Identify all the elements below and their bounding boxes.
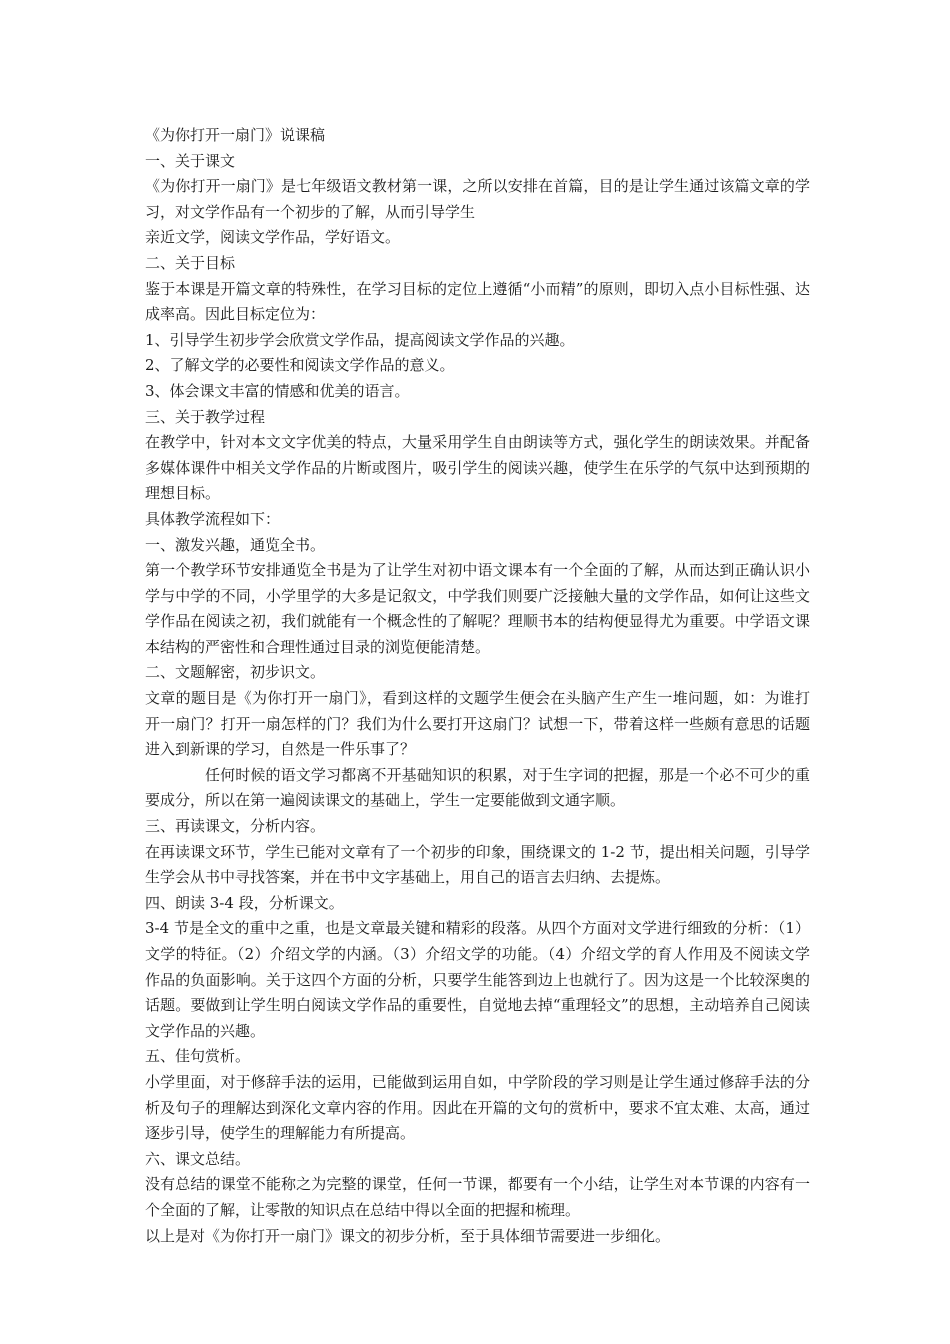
paragraph: 第一个教学环节安排通览全书是为了让学生对初中语文课本有一个全面的了解，从而达到正确认识小学与中学的不同，小学里学的大多是记叙文，中学我们则要广泛接触大量的文学作品，如何让这些文学作品在阅读之初，我们就能有一个概念性的了解呢？理顺书本的结构便显得尤为重要。中学语文课本结构的严密性和合理性通过目录的浏览便能清楚。 <box>145 561 810 656</box>
paragraph-indented: 任何时候的语文学习都离不开基础知识的积累，对于生字词的把握，那是一个必不可少的重要成分，所以在第一遍阅读课文的基础上，学生一定要能做到文通字顺。 <box>145 765 810 810</box>
subsection-heading: 五、佳句赏析。 <box>145 1047 251 1066</box>
paragraph: 在教学中，针对本文文字优美的特点，大量采用学生自由朗读等方式，强化学生的朗读效果。并配备多媒体课件中相关文学作品的片断或图片，吸引学生的阅读兴趣，使学生在乐学的气氛中达到预期的理想目标。 <box>145 433 810 503</box>
subsection-heading: 四、朗读 3-4 段，分析课文。 <box>145 893 344 912</box>
subsection-heading: 二、文题解密，初步识文。 <box>145 663 326 682</box>
paragraph: 3-4 节是全文的重中之重，也是文章最关键和精彩的段落。从四个方面对文学进行细致的分析：（1）文学的特征。（2）介绍文学的内涵。（3）介绍文学的功能。（4）介绍文学的育人作用及不阅读文学作品的负面影响。关于这四个方面的分析，只要学生能答到边上也就行了。因为这是一个比较深奥的话题。要做到让学生明白阅读文学作品的重要性，自觉地去掉“重理轻文”的思想，主动培养自己阅读文学作品的兴趣。 <box>145 919 810 1040</box>
subsection-heading: 六、课文总结。 <box>145 1149 251 1168</box>
section-heading: 一、关于课文 <box>145 151 236 170</box>
document-title: 《为你打开一扇门》说课稿 <box>145 126 326 144</box>
document-body <box>145 123 810 1249</box>
paragraph: 文章的题目是《为你打开一扇门》，看到这样的文题学生便会在头脑产生产生一堆问题，如：为谁打开一扇门？打开一扇怎样的门？我们为什么要打开这扇门？试想一下，带着这样一些颇有意思的话题进入到新课的学习，自然是一件乐事了？ <box>145 689 810 759</box>
paragraph: 《为你打开一扇门》是七年级语文教材第一课，之所以安排在首篇，目的是让学生通过该篇文章的学习，对文学作品有一个初步的了解，从而引导学生 <box>145 177 810 221</box>
subsection-heading: 一、激发兴趣，通览全书。 <box>145 535 326 554</box>
paragraph: 亲近文学，阅读文学作品，学好语文。 <box>145 228 401 247</box>
section-heading: 二、关于目标 <box>145 253 236 272</box>
paragraph: 没有总结的课堂不能称之为完整的课堂，任何一节课，都要有一个小结，让学生对本节课的内容有一个全面的了解，让零散的知识点在总结中得以全面的把握和梳理。 <box>145 1175 810 1219</box>
closing-paragraph: 以上是对《为你打开一扇门》课文的初步分析，至于具体细节需要进一步细化。 <box>145 1226 671 1245</box>
paragraph: 具体教学流程如下： <box>145 509 281 528</box>
list-item: 2、了解文学的必要性和阅读文学作品的意义。 <box>145 356 455 375</box>
subsection-heading: 三、再读课文，分析内容。 <box>145 817 326 836</box>
section-heading: 三、关于教学过程 <box>145 407 266 426</box>
list-item: 1、引导学生初步学会欣赏文学作品，提高阅读文学作品的兴趣。 <box>145 330 575 349</box>
paragraph: 小学里面，对于修辞手法的运用，已能做到运用自如，中学阶段的学习则是让学生通过修辞手法的分析及句子的理解达到深化文章内容的作用。因此在开篇的文句的赏析中，要求不宜太难、太高，通过逐步引导，使学生的理解能力有所提高。 <box>145 1072 810 1143</box>
list-item: 3、体会课文丰富的情感和优美的语言。 <box>145 381 410 400</box>
paragraph: 鉴于本课是开篇文章的特殊性，在学习目标的定位上遵循“小而精”的原则，即切入点小目标性强、达成率高。因此目标定位为： <box>145 279 810 324</box>
paragraph: 在再读课文环节，学生已能对文章有了一个初步的印象，围绕课文的 1-2 节，提出相关问题，引导学生学会从书中寻找答案，并在书中文字基础上，用自己的语言去归纳、去提炼。 <box>145 842 810 887</box>
